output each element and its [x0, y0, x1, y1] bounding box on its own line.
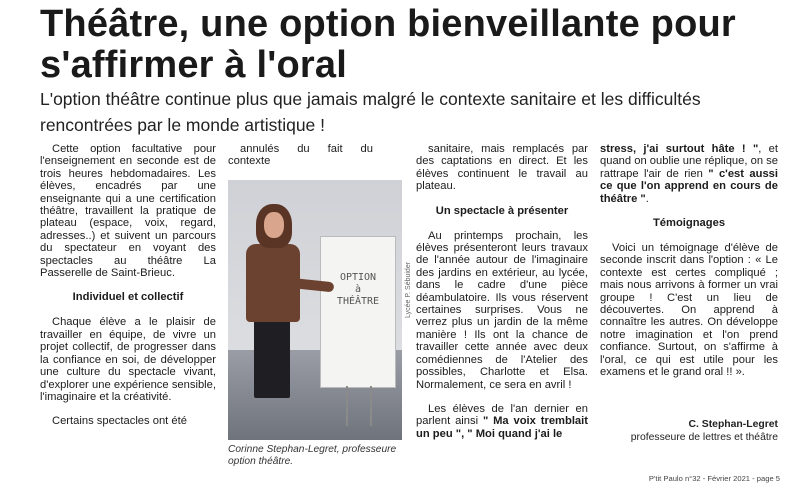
photo-caption: Corinne Stephan-Legret, professeure option théâtre. — [228, 444, 397, 468]
photo-person-legs — [254, 320, 290, 398]
paragraph-intro: Cette option facultative pour l'enseignement en seconde est de trois heures hebdomadaires. Les élèves, encadrés par une enseignante qui a une certification théâtre, travaillent la pratique de plateau (espace, voix, regard, adresses..) et suivent un parcours du spectateur en voyant des spectacles au théâtre La Passerelle de Saint-Brieuc. — [40, 143, 216, 280]
page-footer: P'tit Paulo n°32 - Février 2021 - page 5 — [648, 474, 780, 483]
paragraph-eleves-an-dernier: Les élèves de l'an dernier en parlent ainsi " Ma voix tremblait un peu ", " Moi quand j'ai le — [416, 402, 588, 440]
author-role: professeure de lettres et théâtre — [630, 432, 778, 443]
paragraph-annules: annulés du fait du contexte — [228, 143, 373, 168]
paragraph-stress: stress, j'ai surtout hâte ! ", et quand on oublie une réplique, on se rattrape l'air de rien " c'est aussi ce que l'on apprend en cours de théâtre ". — [600, 143, 779, 205]
article-title: Théâtre, une option bienveillante pour s'affirmer à l'oral — [40, 3, 736, 86]
photo-person-face — [264, 212, 284, 238]
article-subtitle: L'option théâtre continue plus que jamais malgré le contexte sanitaire et les difficultés rencontrées par le monde artistique ! — [40, 89, 701, 135]
section-heading-spectacle: Un spectacle à présenter — [435, 204, 569, 217]
column-1 — [40, 143, 216, 428]
column-3 — [416, 143, 588, 440]
paragraph-printemps: Au printemps prochain, les élèves présenteront leurs travaux de l'année autour de l'imaginaire des jardins en extérieur, au lycée, dans le cadre d'une pièce déambulatoire. Ils vous réservent certaines surprises. Vous ne verrez plus un jardin de la même manière ! Ils ont la chance de travailler cette année avec deux comédiennes de l'Atelier des possibles, Charlotte et Elsa. Normalement, ce sera en avril ! — [416, 229, 588, 391]
section-heading-temoignages: Témoignages — [652, 217, 726, 230]
section-heading-individuel: Individuel et collectif — [72, 291, 184, 304]
author-name: C. Stephan-Legret — [688, 419, 778, 430]
flipchart-stand — [346, 386, 372, 426]
photo-flipchart — [320, 236, 396, 388]
article-photo — [228, 180, 402, 440]
flipchart-text: OPTION à THÉÂTRE — [336, 272, 380, 307]
paragraph-spectacles: Certains spectacles ont été — [52, 415, 187, 428]
column-2 — [228, 143, 373, 168]
paragraph-individuel: Chaque élève a le plaisir de travailler en équipe, de vivre un projet collectif, de progresser dans la confiance en soi, de développer une culture du spectacle vivant, d'explorer une expérience sensible, l'imaginaire et la créativité. — [40, 316, 216, 403]
photo-credit: Lycée P. Sébuider — [405, 261, 412, 318]
author-signature — [600, 418, 778, 444]
paragraph-temoignage: Voici un témoignage d'élève de seconde inscrit dans l'option : « Le contexte est certes compliqué ; mais nous arrivons à former un vrai groupe ! C'est un lieu de découvertes. On apprend à connaître les autres. On développe notre imagination et l'on prend confiance. Surtout, on s'affirme à l'oral, ce qui est utile pour les examens et le grand oral !! ». — [600, 242, 778, 379]
column-4 — [600, 143, 778, 379]
paragraph-sanitaire: sanitaire, mais remplacés par des captations en direct. Et les élèves continuent le travail au plateau. — [416, 143, 588, 193]
